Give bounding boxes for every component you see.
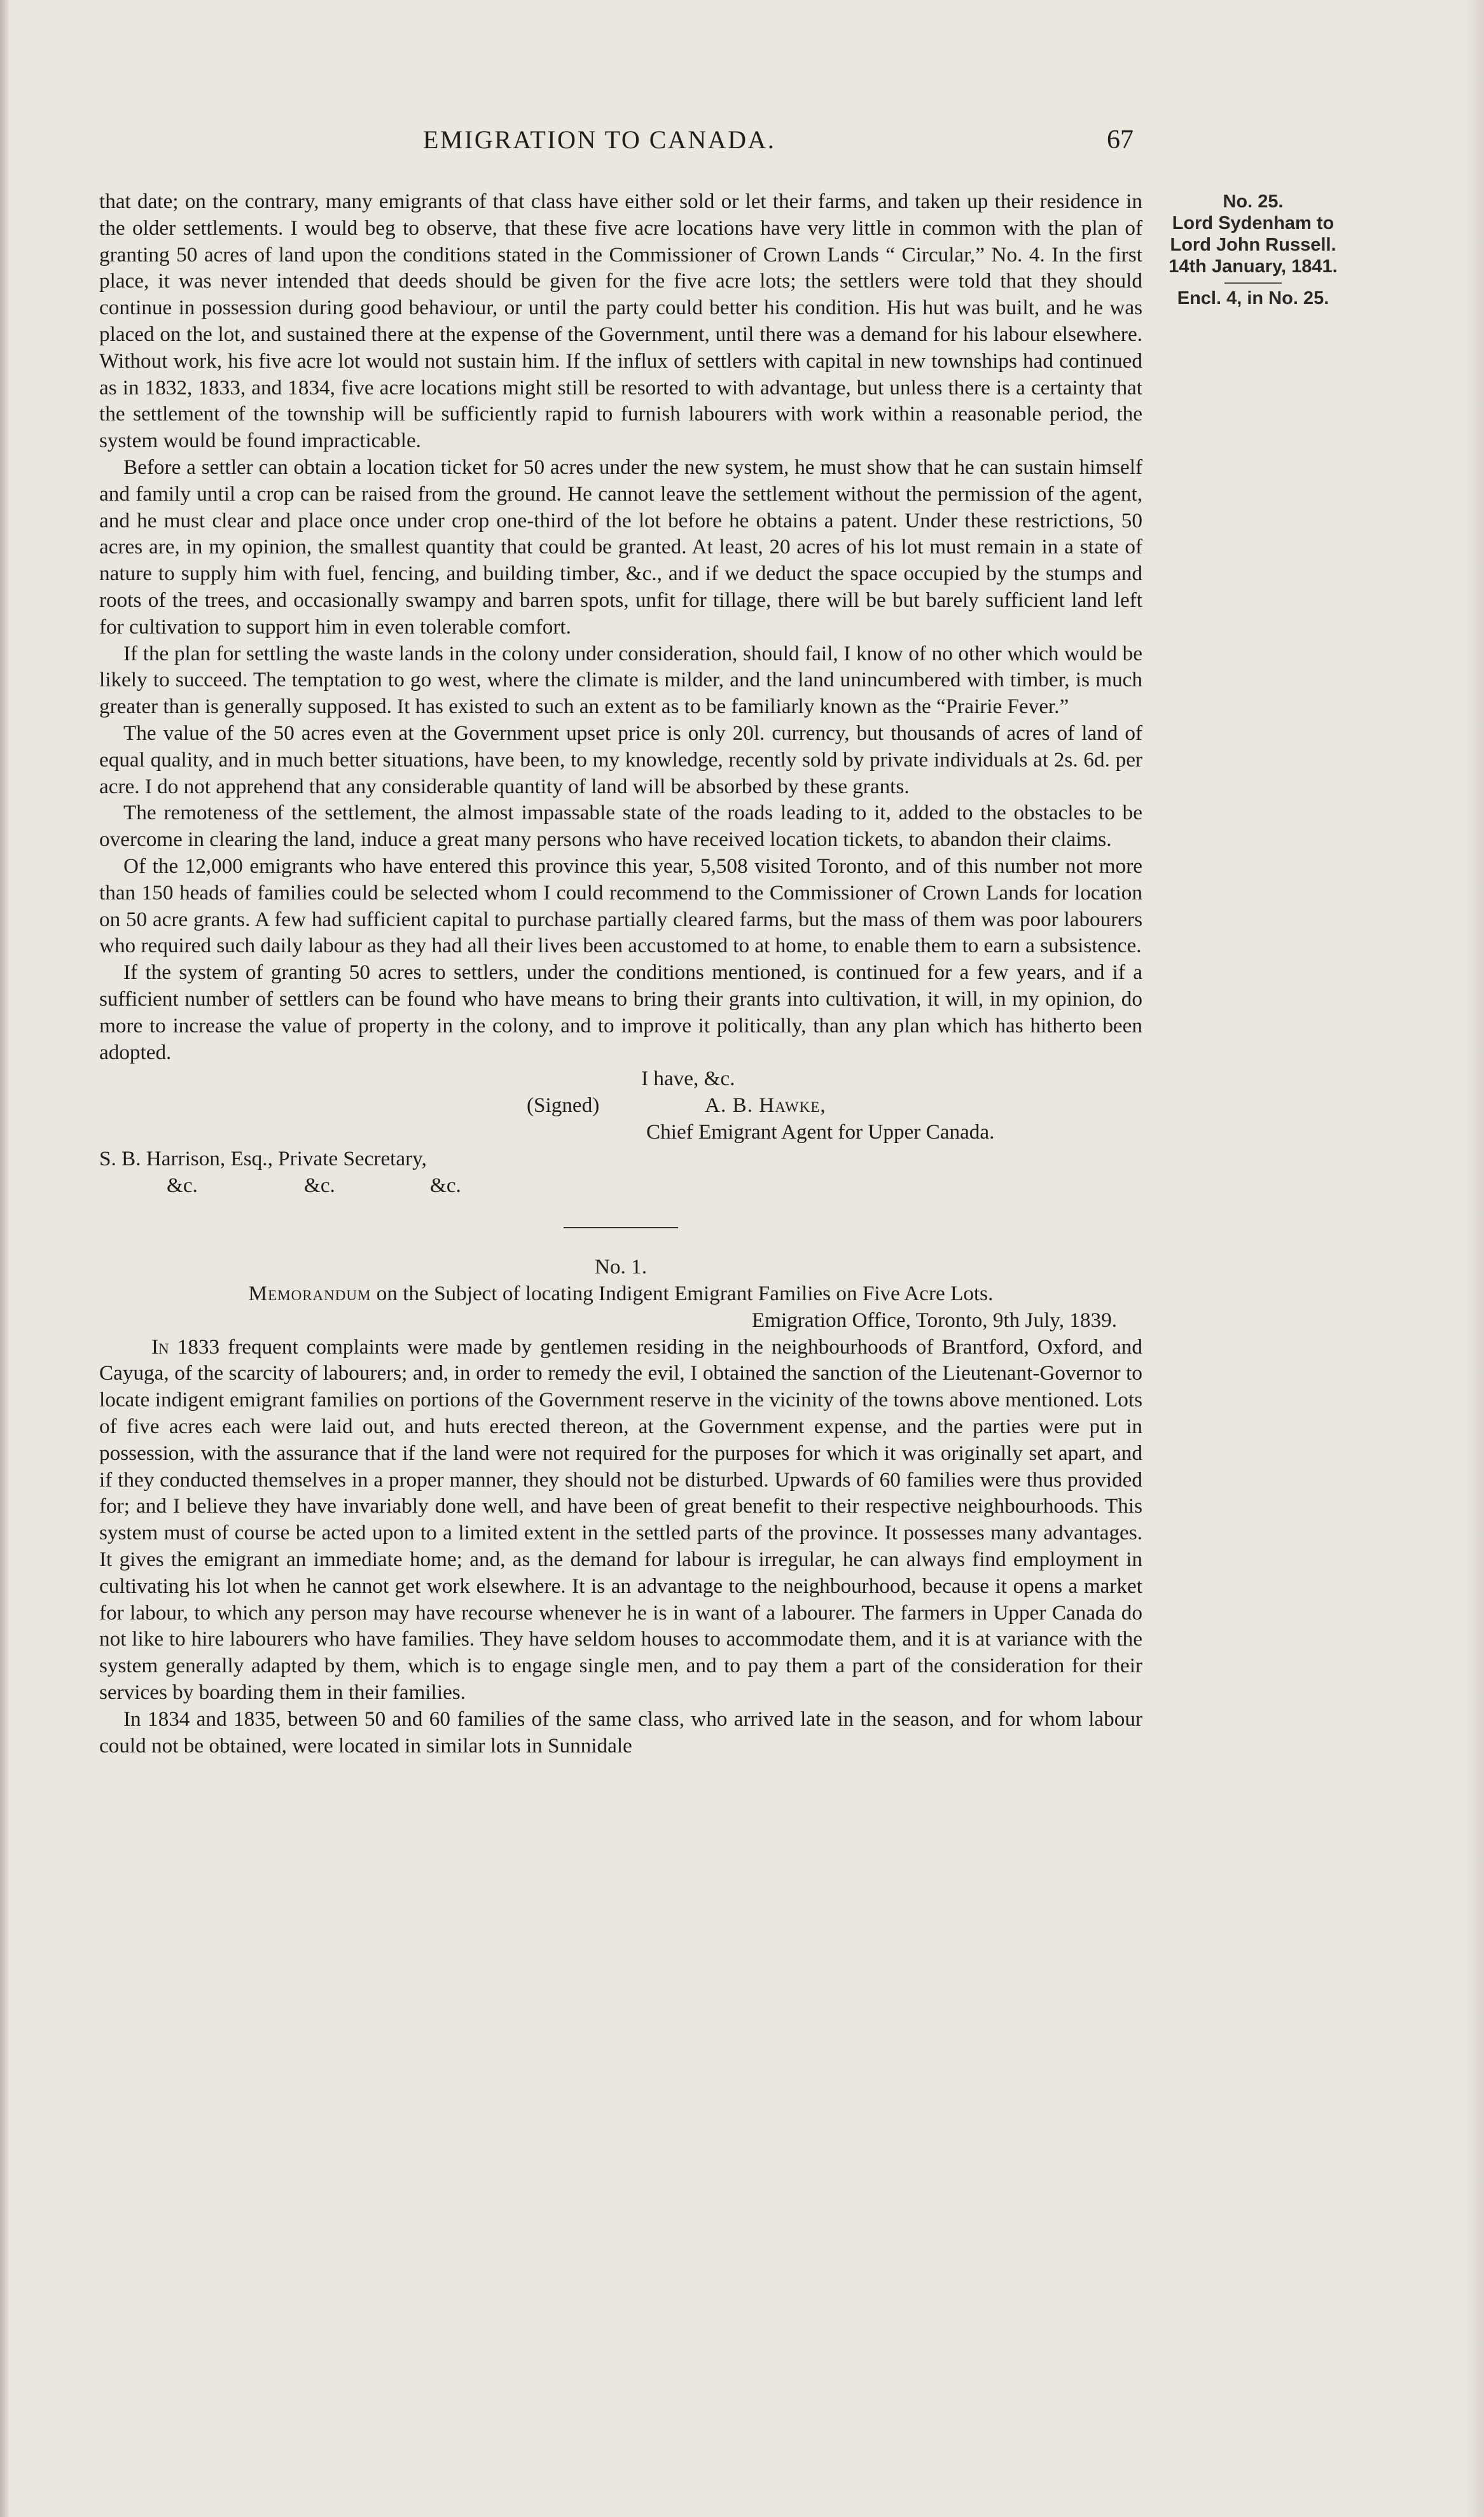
page-spine [0,0,9,2517]
paragraph: If the system of granting 50 acres to settlers, under the conditions mentioned, is continued for a few years, and if a sufficient number of settlers can be found who have means to bring their grants into cultivation, it will, in my opinion, do more to increase the value of property in the colony, and to improve it politically, than any plan which has hitherto been adopted. [99,960,1142,1064]
paragraph: The remoteness of the settlement, the almost impassable state of the roads leading to it, added to the obstacles to be overcome in clearing the land, induce a great many persons who have received location tickets, to abandon their claims. [99,801,1142,852]
signer-name: A. B. Hawke, [705,1093,826,1118]
margin-note [1151,191,1355,309]
memo-number: No. 1. [594,1255,648,1279]
memo-lead-word: In [151,1335,169,1359]
signer-title: Chief Emigrant Agent for Upper Canada. [646,1120,995,1144]
paragraph: Of the 12,000 emigrants who have entered this province this year, 5,508 visited Toronto, and of this number not more than 150 heads of families could be selected whom I could recommend to the Commissioner of Crown Lands for location on 50 acre grants. A few had sufficient capital to purchase partially cleared farms, but the mass of them was poor labourers who required such daily labour as they had all their lives been accustomed to at home, to enable them to earn a subsistence. [99,854,1142,958]
running-title: EMIGRATION TO CANADA. [423,125,776,154]
margin-enclosure: Encl. 4, in No. 25. [1177,288,1329,309]
closing-salutation: I have, &c. [641,1067,735,1091]
paragraph: The value of the 50 acres even at the Government upset price is only 20l. currency, but thousands of acres of land of equal quality, and in much better situations, have been, to my knowledge, recently sold by private individuals at 2s. 6d. per acre. I do not apprehend that any considerable quantity of land will be absorbed by these grants. [99,721,1142,798]
section-divider [564,1227,678,1228]
page-number: 67 [1107,125,1134,155]
etc-1: &c. [167,1174,198,1198]
etc-2: &c. [304,1174,335,1198]
main-text [99,188,1142,1759]
paragraph: If the plan for settling the waste lands in the colony under consideration, should fail, I know of no other which would be likely to succeed. The temptation to go west, where the climate is milder, and the land unincumbered with timber, is much greater than is generally supposed. It has existed to such an extent as to be familiarly known as the “Prairie Fever.” [99,641,1142,719]
signed-label: (Signed) [527,1093,600,1118]
memo-title-rest: on the Subject of locating Indigent Emigrant Families on Five Acre Lots. [371,1282,994,1306]
margin-recipient: Lord John Russell. [1170,235,1336,255]
memo-dateline: Emigration Office, Toronto, 9th July, 1839. [751,1308,1117,1332]
etc-3: &c. [430,1174,461,1198]
margin-date: 14th January, 1841. [1168,256,1338,277]
margin-sender: Lord Sydenham to [1172,213,1335,233]
paragraph: Before a settler can obtain a location ticket for 50 acres under the new system, he must show that he can sustain himself and family until a crop can be raised from the ground. He cannot leave the settlement without the permission of the agent, and he must clear and place once under crop one-third of the lot before he obtains a patent. Under these restrictions, 50 acres are, in my opinion, the smallest quantity that could be granted. At least, 20 acres of his lot must remain in a state of nature to supply him with fuel, fencing, and building timber, &c., and if we deduct the space occupied by the stumps and roots of the trees, and occasionally swampy and barren spots, unfit for tillage, there will be but barely sufficient land left for cultivation to support him in even tolerable comfort. [99,455,1142,639]
paragraph: that date; on the contrary, many emigrants of that class have either sold or let their farms, and taken up their residence in the older settlements. I would beg to observe, that these five acre locations have very little in common with the plan of granting 50 acres of land upon the conditions stated in the Commissioner of Crown Lands “ Circular,” No. 4. In the first place, it was never intended that deeds should be given for the five acre lots; the settlers were told that they should continue in possession during good behaviour, or until the party could better his condition. His hut was built, and he was placed on the lot, and sustained there at the expense of the Government, until there was a demand for his labour elsewhere. Without work, his five acre lot would not sustain him. If the influx of settlers with capital in new townships had continued as in 1832, 1833, and 1834, five acre locations might still be resorted to with advantage, but unless there is a certainty that the settlement of the township will be sufficiently rapid to furnish labourers with work within a reasonable period, the system would be found impracticable. [99,190,1142,453]
memo-paragraph [99,1334,1142,1706]
addressee: S. B. Harrison, Esq., Private Secretary, [99,1147,427,1171]
running-header [0,125,1484,163]
memo-paragraph-text: 1833 frequent complaints were made by gentlemen residing in the neighbourhoods of Brantford, Oxford, and Cayuga, of the scarcity of labourers; and, in order to remedy the evil, I obtained the sanction of the Lieutenant-Governor to locate indigent emigrant families on portions of the Government reserve in the vicinity of the towns above mentioned. Lots of five acres each were laid out, and huts erected thereon, at the Government expense, and the parties were put in possession, with the assurance that if the land were not required for the purposes for which it was originally set apart, and if they conducted themselves in a proper manner, they should not be disturbed. Upwards of 60 families were thus provided for; and I believe they have invariably done well, and have been of great benefit to their respective neighbourhoods. This system must of course be acted upon to a limited extent in the settled parts of the province. It possesses many advantages. It gives the emigrant an immediate home; and, as the demand for labour is irregular, he can always find employment in cultivating his lot when he cannot get work elsewhere. It is an advantage to the neighbourhood, because it opens a market for labour, to which any person may have recourse whenever he is in want of a labourer. The farmers in Upper Canada do not like to hire labourers who have families. They have seldom houses to accommodate them, and it is at variance with the system generally adapted by them, which is to engage single men, and to pay them a part of the consideration for their services by boarding them in their families. [99,1335,1142,1705]
margin-doc-number: No. 25. [1223,191,1284,212]
memo-paragraph: In 1834 and 1835, between 50 and 60 families of the same class, who arrived late in the season, and for whom labour could not be obtained, were located in similar lots in Sunnidale [99,1707,1142,1758]
letter-closing [99,1065,1142,1198]
margin-divider [1224,282,1282,284]
page-edge [1465,0,1484,2517]
memo-title [99,1280,1142,1307]
memo-title-lead: Memorandum [248,1282,371,1306]
